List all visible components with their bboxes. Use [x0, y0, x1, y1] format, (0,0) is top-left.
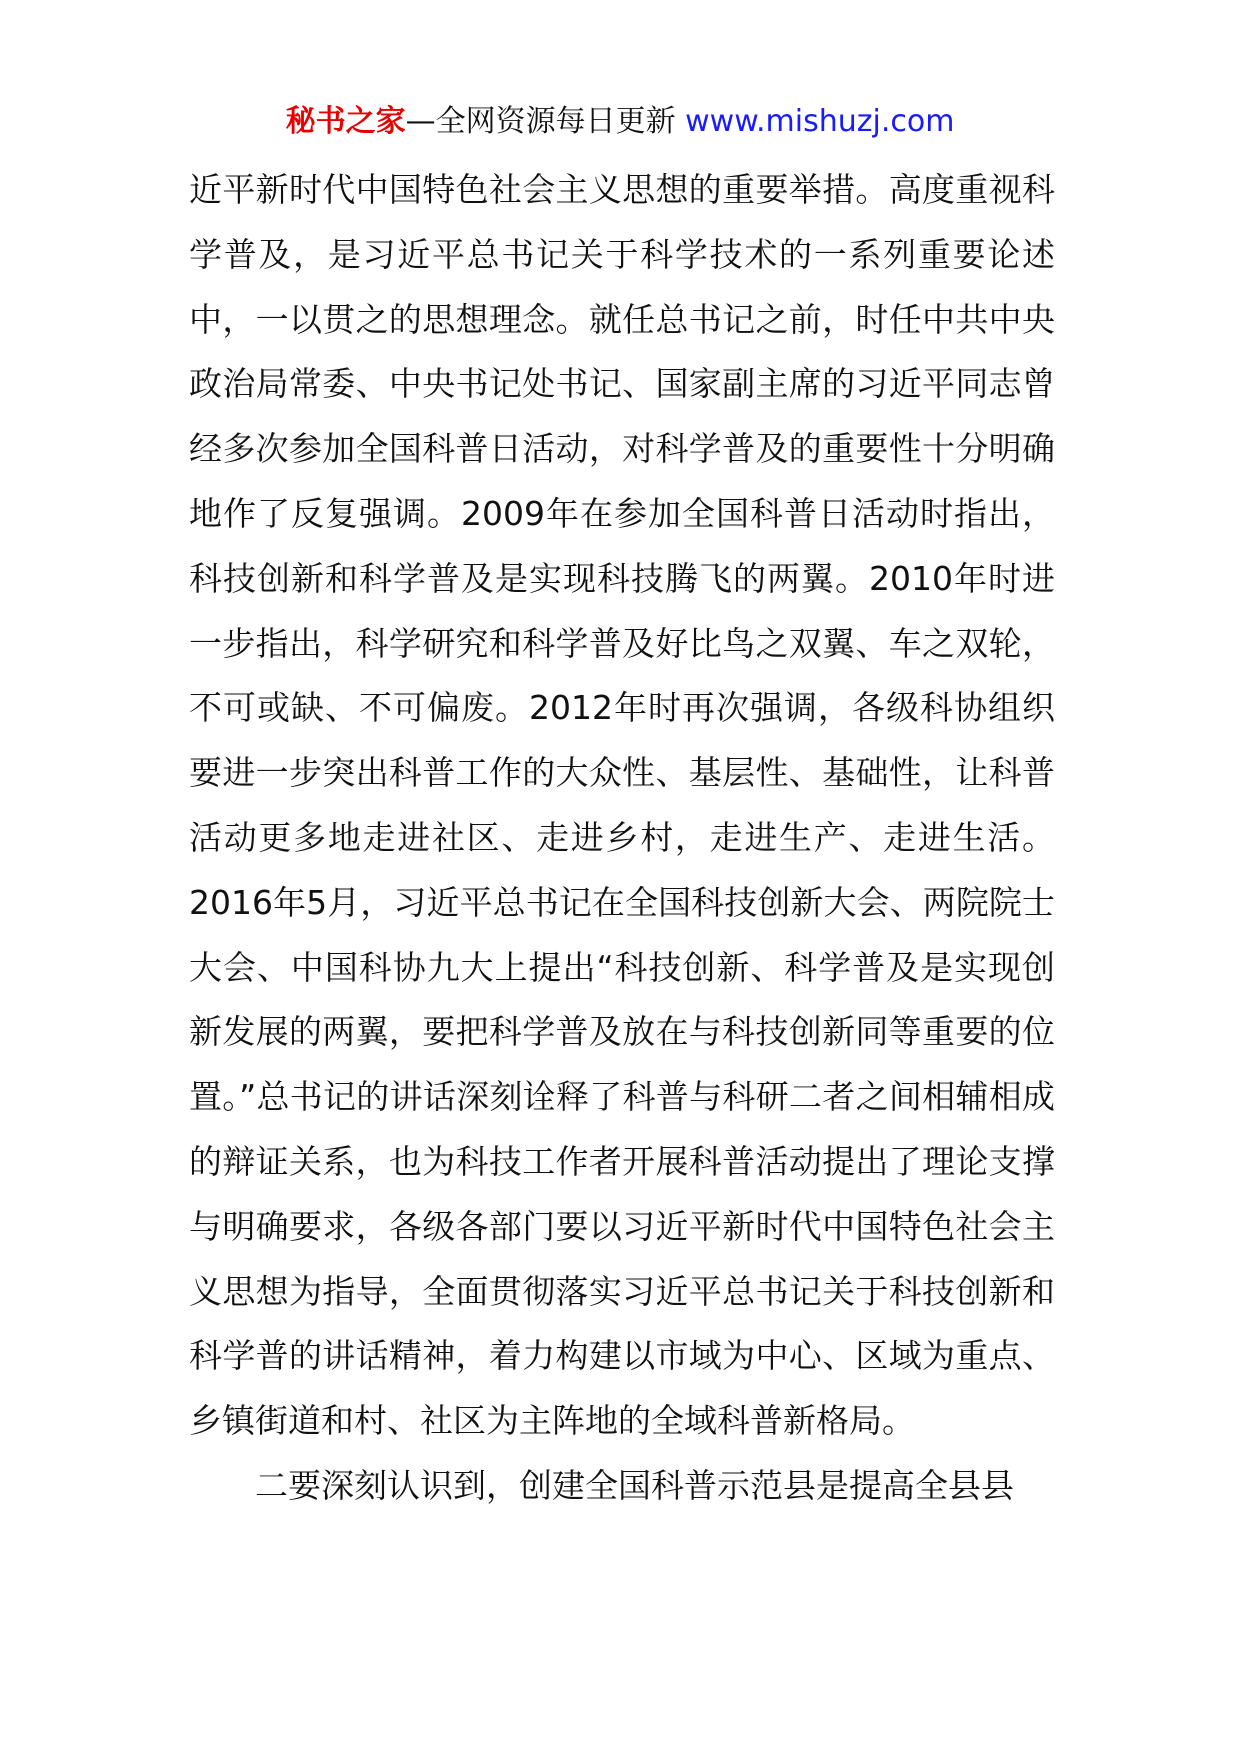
brand-name: 秘书之家: [285, 104, 406, 139]
page-header: [0, 100, 1240, 144]
body-paragraph: 近平新时代中国特色社会主义思想的重要举措。高度重视科学普及，是习近平总书记关于科学技术的一系列重要论述中，一以贯之的思想理念。就任总书记之前，时任中共中央政治局常委、中央书记处书记、国家副主席的习近平同志曾经多次参加全国科普日活动，对科学普及的重要性十分明确地作了反复强调。2009年在参加全国科普日活动时指出，科技创新和科学普及是实现科技腾飞的两翼。2010年时进一步指出，科学研究和科学普及好比鸟之双翼、车之双轮，不可或缺、不可偏废。2012年时再次强调，各级科协组织要进一步突出科普工作的大众性、基层性、基础性，让科普活动更多地走进社区、走进乡村，走进生产、走进生活。2016年5月，习近平总书记在全国科技创新大会、两院院士大会、中国科协九大上提出“科技创新、科学普及是实现创新发展的两翼，要把科学普及放在与科技创新同等重要的位置。”总书记的讲话深刻诠释了科普与科研二者之间相辅相成的辩证关系，也为科技工作者开展科普活动提出了理论支撑与明确要求，各级各部门要以习近平新时代中国特色社会主义思想为指导，全面贯彻落实习近平总书记关于科技创新和科学普的讲话精神，着力构建以市域为中心、区域为重点、乡镇街道和村、社区为主阵地的全域科普新格局。: [189, 170, 1055, 1441]
document-body: [189, 158, 1055, 1519]
body-paragraph: 二要深刻认识到，创建全国科普示范县是提高全县县: [255, 1465, 1014, 1505]
site-url-link[interactable]: www.mishuzj.com: [685, 104, 955, 139]
header-tagline: —全网资源每日更新: [405, 104, 676, 139]
